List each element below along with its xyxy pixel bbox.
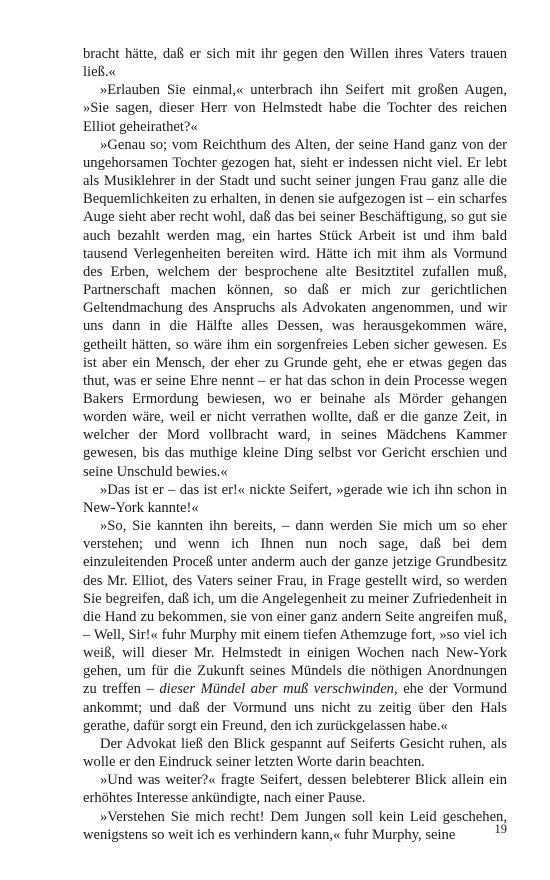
paragraph-8: »Verstehen Sie mich recht! Dem Jungen soll kein Leid geschehen, wenigstens so weit ich es verhindern kann,« fuhr Murphy, seine [83,808,507,843]
paragraph-7: »Und was weiter?« fragte Seifert, dessen belebterer Blick allein ein erhöhtes Interesse ankündigte, nach einer Pause. [83,772,507,807]
page-number: 19 [494,822,507,836]
paragraph-2: »Erlauben Sie einmal,« unterbrach ihn Seifert mit großen Augen, »Sie sagen, dieser Herr von Helmstedt habe die Tochter des reichen Elliot geheirathet?« [83,82,507,135]
paragraph-3: »Genau so; vom Reichthum des Alten, der seine Hand ganz von der ungehorsamen Tochter gezogen hat, sieht er indessen nicht viel. Er lebt als Musiklehrer in der Stadt und sucht seiner jungen Frau ganz alle die Bequemlichkeiten zu erhalten, in denen sie aufgezogen ist – ein scharfes Auge sieht aber recht wohl, daß das bei seiner Beschäftigung, so gut sie auch bezahlt werden mag, ein hartes Stück Arbeit ist und ihm bald tausend Verlegenheiten bereiten wird. Hätte ich mit ihm als Vormund des Erben, welchem der besprochene alte Besitztitel zufallen muß, Partnerschaft machen können, so daß er mich zur gerichtlichen Geltendmachung des Anspruchs als Advokaten angenommen, und wir uns dann in die Hälfte alles Dessen, was herausgekommen wäre, getheilt hätten, so wäre ihm ein sorgenfreies Leben sicher gewesen. Es ist aber ein Mensch, der eher zu Grunde geht, ehe er etwas gegen das thut, was er seine Ehre nennt – er hat das schon in dein Processe wegen Bakers Ermordung bewiesen, wo er beinahe als Mörder gehangen worden wäre, weil er nicht verrathen wollte, daß er die ganze Zeit, in welcher der Mord vollbracht ward, in seines Mädchens Kammer gewesen, bis das muthige kleine Ding selbst vor Gericht erschien und seine Unschuld bewies.« [83,136,507,480]
paragraph-5-part-2: , ehe der Vormund ankommt; und daß der Vormund uns nicht zu zeitig über den Hals gerathe, dafür sorgt ein Freund, den ich zurückgelassen habe.« [83,681,507,734]
paragraph-1: bracht hätte, daß er sich mit ihr gegen den Willen ihres Vaters trauen ließ.« [83,46,507,81]
book-page-text [83,45,507,844]
paragraph-5-part-1: »So, Sie kannten ihn bereits, – dann werden Sie mich um so eher verstehen; und wenn ich Ihnen nun noch sage, daß bei dem einzuleitenden Proceß unter anderm auch der ganze jetzige Grundbesitz des Mr. Elliot, des Vaters seiner Frau, in Frage gestellt wird, so werden Sie begreifen, daß ich, um die Angelegenheit zu meiner Zufriedenheit in die Hand zu bekommen, sie von einer ganz andern Seite angreifen muß, – Well, Sir!« fuhr Murphy mit einem tiefen Athemzuge fort, »so viel ich weiß, will dieser Mr. Helmstedt in einigen Wochen nach New-York gehen, um für die Zukunft seines Mündels die nöthigen Anordnungen zu treffen – [83,518,507,698]
paragraph-5-italic: dieser Mündel aber muß verschwinden [159,681,394,698]
paragraph-5 [83,517,507,735]
paragraph-4: »Das ist er – das ist er!« nickte Seifert, »gerade wie ich ihn schon in New-York kannte!« [83,481,507,516]
paragraph-6: Der Advokat ließ den Blick gespannt auf Seiferts Gesicht ruhen, als wolle er den Eindruck seiner letzten Worte darin beachten. [83,735,507,771]
